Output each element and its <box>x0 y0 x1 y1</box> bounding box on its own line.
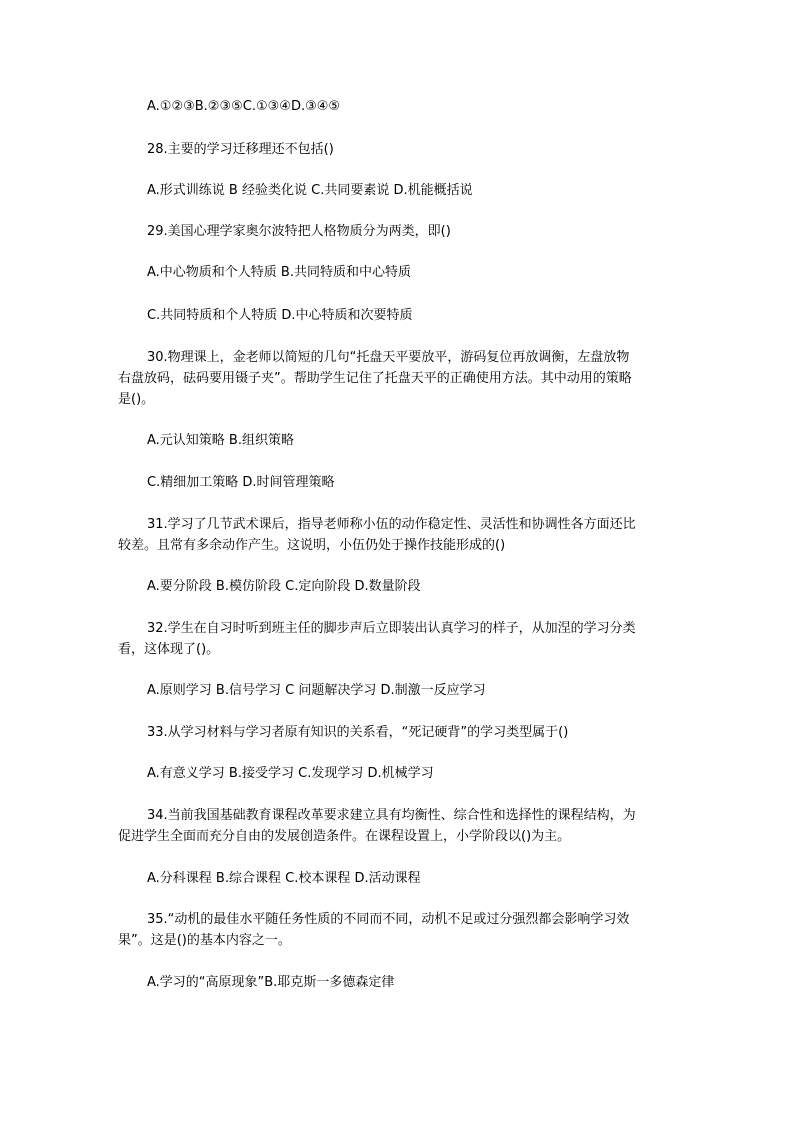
question-30-line-3: 是()。 <box>118 392 155 407</box>
options-q30-cd: C.精细加工策略 D.时间管理策略 <box>147 475 335 490</box>
question-35-line-2: 果”。这是()的基本内容之一。 <box>118 933 291 948</box>
question-31-line-1: 31.学习了几节武术课后，指导老师称小伍的动作稳定性、灵活性和协调性各方面还比 <box>147 517 636 532</box>
question-34-line-2: 促进学生全面而充分自由的发展创造条件。在课程设置上，小学阶段以()为主。 <box>118 829 571 844</box>
question-31-line-2: 较差。且常有多余动作产生。这说明，小伍仍处于操作技能形成的() <box>118 538 506 553</box>
question-35-line-1: 35.“动机的最佳水平随任务性质的不同而不同，动机不足或过分强烈都会影响学习效 <box>147 912 630 927</box>
question-30-line-2: 右盘放码，砝码要用镊子夹”。帮助学生记住了托盘天平的正确使用方法。其中动用的策略 <box>118 371 632 386</box>
options-q32: A.原则学习 B.信号学习 C 问题解决学习 D.制激一反应学习 <box>147 683 486 698</box>
question-34-line-1: 34.当前我国基础教育课程改革要求建立具有均衡性、综合性和选择性的课程结构，为 <box>147 808 636 823</box>
options-q30-ab: A.元认知策略 B.组织策略 <box>147 433 294 448</box>
options-q31: A.要分阶段 B.模仿阶段 C.定向阶段 D.数量阶段 <box>147 579 421 594</box>
options-q29-cd: C.共同特质和个人特质 D.中心特质和次要特质 <box>147 308 413 323</box>
question-28: 28.主要的学习迁移理还不包括() <box>147 142 334 157</box>
options-q34: A.分科课程 B.综合课程 C.校本课程 D.活动课程 <box>147 871 421 886</box>
options-q29-ab: A.中心物质和个人特质 B.共同特质和中心特质 <box>147 265 411 280</box>
question-32-line-2: 看，这体现了()。 <box>118 642 220 657</box>
options-q33: A.有意义学习 B.接受学习 C.发现学习 D.机械学习 <box>147 766 434 781</box>
options-q35: A.学习的“高原现象”B.耶克斯一多德森定律 <box>147 975 395 990</box>
options-q27: A.①②③B.②③⑤C.①③④D.③④⑤ <box>147 99 341 114</box>
question-30-line-1: 30.物理课上，金老师以简短的几句“托盘天平要放平，游码复位再放调衡，左盘放物 <box>147 350 630 365</box>
question-33: 33.从学习材料与学习者原有知识的关系看，“死记硬背”的学习类型属于() <box>147 725 569 740</box>
options-q28: A.形式训练说 B 经验类化说 C.共同要素说 D.机能概括说 <box>147 183 473 198</box>
question-32-line-1: 32.学生在自习时听到班主任的脚步声后立即装出认真学习的样子，从加涅的学习分类 <box>147 621 636 636</box>
question-29: 29.美国心理学家奥尔波特把人格物质分为两类，即() <box>147 224 451 239</box>
